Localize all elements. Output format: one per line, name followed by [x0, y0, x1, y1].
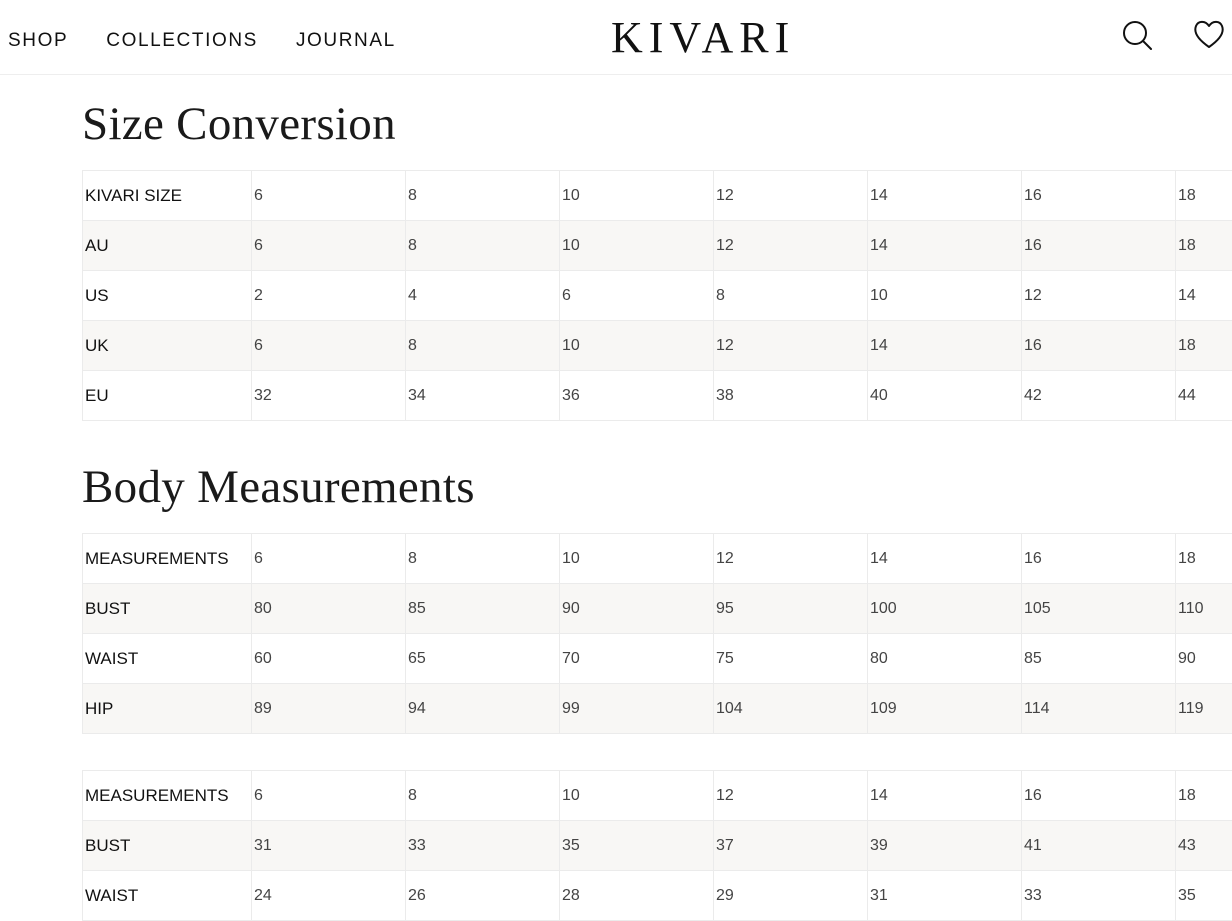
table-cell: 85	[1022, 634, 1176, 684]
table-cell: 80	[252, 584, 406, 634]
table-cell: 38	[714, 371, 868, 421]
table-cell: 100	[868, 584, 1022, 634]
table-cell: 75	[714, 634, 868, 684]
table-cell: 14	[868, 321, 1022, 371]
table-cell: 8	[406, 171, 560, 221]
site-header	[0, 0, 1232, 75]
table-cell: 105	[1022, 584, 1176, 634]
table-cell: 26	[406, 871, 560, 921]
table-row	[83, 684, 1232, 734]
table-cell: 4	[406, 271, 560, 321]
row-label: MEASUREMENTS	[83, 534, 252, 584]
table-cell: 12	[714, 221, 868, 271]
table-cell: 18	[1176, 221, 1232, 271]
table-row	[83, 371, 1232, 421]
table-cell: 39	[868, 821, 1022, 871]
table-cell: 114	[1022, 684, 1176, 734]
table-row	[83, 271, 1232, 321]
table-row	[83, 634, 1232, 684]
table-cell: 24	[252, 871, 406, 921]
table-cell: 85	[406, 584, 560, 634]
row-label: HIP	[83, 684, 252, 734]
table-cell: 95	[714, 584, 868, 634]
nav-journal[interactable]: JOURNAL	[296, 30, 396, 52]
table-cell: 14	[868, 171, 1022, 221]
table-cell: 37	[714, 821, 868, 871]
table-cell: 14	[868, 221, 1022, 271]
table-cell: 31	[868, 871, 1022, 921]
row-label: WAIST	[83, 634, 252, 684]
row-label: UK	[83, 321, 252, 371]
table-cell: 8	[406, 771, 560, 821]
row-label: AU	[83, 221, 252, 271]
table-cell: 110	[1176, 584, 1232, 634]
row-label: MEASUREMENTS	[83, 771, 252, 821]
table-cell: 35	[1176, 871, 1232, 921]
table-cell: 119	[1176, 684, 1232, 734]
table-cell: 6	[252, 221, 406, 271]
table-cell: 31	[252, 821, 406, 871]
table-cell: 10	[868, 271, 1022, 321]
table-row	[83, 221, 1232, 271]
table-cell: 12	[714, 321, 868, 371]
table-cell: 44	[1176, 371, 1232, 421]
table-cell: 80	[868, 634, 1022, 684]
nav-collections[interactable]: COLLECTIONS	[106, 30, 258, 52]
table-cell: 28	[560, 871, 714, 921]
search-icon[interactable]	[1120, 18, 1154, 52]
table-cell: 16	[1022, 321, 1176, 371]
table-cell: 8	[406, 221, 560, 271]
table-cell: 6	[252, 771, 406, 821]
table-cell: 41	[1022, 821, 1176, 871]
table-cell: 65	[406, 634, 560, 684]
table-cell: 18	[1176, 171, 1232, 221]
table-cell: 16	[1022, 771, 1176, 821]
table-cell: 14	[868, 771, 1022, 821]
header-icons	[1120, 18, 1226, 52]
table-row	[83, 321, 1232, 371]
table-cell: 104	[714, 684, 868, 734]
table-cell: 6	[252, 534, 406, 584]
table-cell: 12	[714, 534, 868, 584]
table-cell: 10	[560, 321, 714, 371]
table-cell: 14	[868, 534, 1022, 584]
nav-shop[interactable]: SHOP	[8, 30, 68, 52]
table-cell: 16	[1022, 534, 1176, 584]
table-cell: 6	[252, 171, 406, 221]
table-cell: 89	[252, 684, 406, 734]
table-cell: 35	[560, 821, 714, 871]
table-row	[83, 534, 1232, 584]
size-conversion-table	[82, 170, 1232, 421]
table-cell: 90	[560, 584, 714, 634]
table-cell: 34	[406, 371, 560, 421]
table-cell: 33	[1022, 871, 1176, 921]
table-cell: 43	[1176, 821, 1232, 871]
table-row	[83, 821, 1232, 871]
table-row	[83, 871, 1232, 921]
table-cell: 60	[252, 634, 406, 684]
table-cell: 99	[560, 684, 714, 734]
table-cell: 8	[406, 534, 560, 584]
size-conversion-title: Size Conversion	[82, 97, 396, 151]
table-cell: 16	[1022, 221, 1176, 271]
table-cell: 10	[560, 534, 714, 584]
table-cell: 10	[560, 171, 714, 221]
row-label: KIVARI SIZE	[83, 171, 252, 221]
table-cell: 6	[252, 321, 406, 371]
table-cell: 32	[252, 371, 406, 421]
table-cell: 70	[560, 634, 714, 684]
table-cell: 12	[714, 771, 868, 821]
table-cell: 36	[560, 371, 714, 421]
row-label: US	[83, 271, 252, 321]
table-cell: 10	[560, 221, 714, 271]
table-cell: 18	[1176, 534, 1232, 584]
table-cell: 2	[252, 271, 406, 321]
table-cell: 8	[714, 271, 868, 321]
row-label: BUST	[83, 821, 252, 871]
table-cell: 94	[406, 684, 560, 734]
table-row	[83, 771, 1232, 821]
heart-icon[interactable]	[1192, 18, 1226, 52]
table-cell: 109	[868, 684, 1022, 734]
table-cell: 33	[406, 821, 560, 871]
table-cell: 14	[1176, 271, 1232, 321]
row-label: WAIST	[83, 871, 252, 921]
body-measurements-cm-table	[82, 533, 1232, 734]
body-measurements-title: Body Measurements	[82, 460, 475, 514]
table-cell: 42	[1022, 371, 1176, 421]
brand-logo[interactable]: KIVARI	[611, 12, 795, 63]
row-label: EU	[83, 371, 252, 421]
table-row	[83, 584, 1232, 634]
main-nav	[8, 30, 434, 52]
table-cell: 12	[714, 171, 868, 221]
body-measurements-inch-table	[82, 770, 1232, 921]
table-cell: 90	[1176, 634, 1232, 684]
table-cell: 12	[1022, 271, 1176, 321]
table-cell: 6	[560, 271, 714, 321]
table-cell: 8	[406, 321, 560, 371]
table-cell: 16	[1022, 171, 1176, 221]
table-row	[83, 171, 1232, 221]
table-cell: 29	[714, 871, 868, 921]
row-label: BUST	[83, 584, 252, 634]
table-cell: 18	[1176, 321, 1232, 371]
table-cell: 40	[868, 371, 1022, 421]
table-cell: 18	[1176, 771, 1232, 821]
table-cell: 10	[560, 771, 714, 821]
